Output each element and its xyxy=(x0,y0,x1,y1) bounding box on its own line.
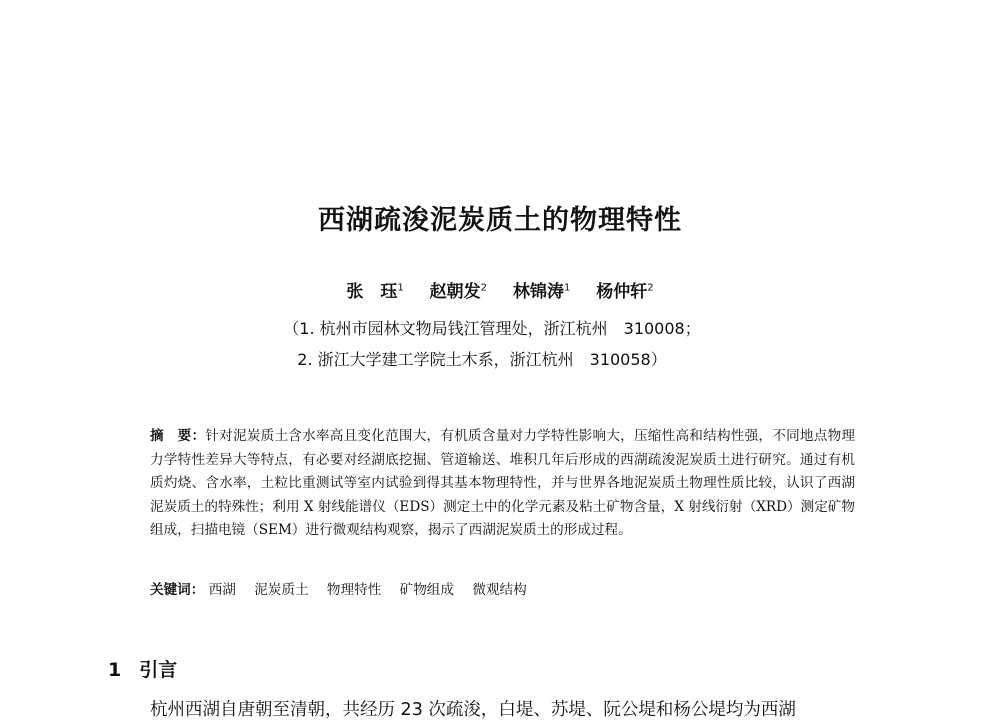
keywords xyxy=(150,578,541,598)
keyword: 微观结构 xyxy=(472,582,527,598)
keyword: 西湖 xyxy=(208,582,236,598)
section-heading: 1 引言 xyxy=(108,659,178,681)
body-paragraph: 杭州西湖自唐朝至清朝，共经历 23 次疏浚，白堤、苏堤、阮公堤和杨公堤均为西湖 xyxy=(150,700,796,720)
keyword: 泥炭质土 xyxy=(254,582,309,598)
abstract-label: 摘 要： xyxy=(150,428,206,444)
keyword: 物理特性 xyxy=(326,582,382,598)
abstract-text: 针对泥炭质土含水率高且变化范围大，有机质含量对力学特性影响大，压缩性高和结构性强，不同地点物理力学特性差异大等特点，有必要对经湖底挖掘、管道输送、堆积几年后形成的西湖疏浚泥炭质土进行研究。通过有机质灼烧、含水率，土粒比重测试等室内试验到得其基本物理特性，并与世界各地泥炭质土物理性质比较，认识了西湖泥炭质土的特殊性；利用 X 射线能谱仪（EDS）测定土中的化学元素及粘土矿物含量，X 射线衍射（XRD）测定矿物组成，扫描电镜（SEM）进行微观结构观察，揭示了西湖泥炭质土的形成过程。 xyxy=(150,428,855,538)
author: 杨仲轩$^2$ xyxy=(596,282,654,302)
affiliation: 2. 浙江大学建工学院土木系，浙江杭州 310058） xyxy=(297,350,667,369)
author: 赵朝发$^2$ xyxy=(429,282,488,302)
author: 林锦涛$^1$ xyxy=(512,282,571,302)
affiliation: （1. 杭州市园林文物局钱江管理处，浙江杭州 310008； xyxy=(283,319,701,338)
abstract xyxy=(150,425,855,543)
author: 张 珏$^1$ xyxy=(346,282,404,302)
keyword: 矿物组成 xyxy=(399,582,454,598)
author-list xyxy=(0,277,1000,302)
paper-title: 西湖疏浚泥炭质土的物理特性 xyxy=(318,205,682,236)
keywords-label: 关键词： xyxy=(150,582,205,598)
